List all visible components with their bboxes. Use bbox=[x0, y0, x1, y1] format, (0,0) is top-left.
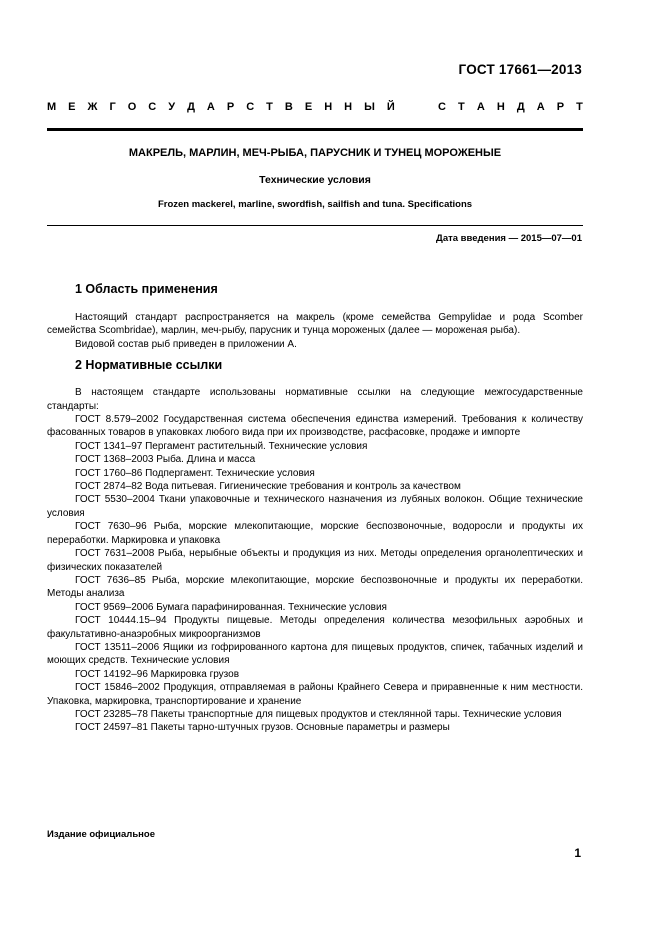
standard-word bbox=[438, 101, 583, 113]
banner-letter: Р bbox=[226, 101, 235, 113]
reference-item: ГОСТ 2874–82 Вода питьевая. Гигиенические требования и контроль за качеством bbox=[75, 481, 461, 493]
reference-item: ГОСТ 24597–81 Пакеты тарно-штучных грузов. Основные параметры и размеры bbox=[75, 722, 450, 734]
header-rule bbox=[47, 128, 583, 131]
reference-item: ГОСТ 7631–2008 Рыба, нерыбные объекты и продукция из них. Методы определения органолептических и физических показателей bbox=[47, 548, 583, 573]
reference-item: ГОСТ 1760–86 Подпергамент. Технические условия bbox=[75, 467, 315, 479]
page-number: 1 bbox=[574, 846, 581, 860]
edition-note: Издание официальное bbox=[47, 829, 155, 840]
reference-item: ГОСТ 23285–78 Пакеты транспортные для пищевых продуктов и стеклянной тары. Технические условия bbox=[75, 708, 562, 720]
banner-letter: С bbox=[246, 101, 255, 113]
document-title: МАКРЕЛЬ, МАРЛИН, МЕЧ-РЫБА, ПАРУСНИК И ТУНЕЦ МОРОЖЕНЫЕ bbox=[128, 147, 502, 159]
banner-letter: М bbox=[47, 101, 57, 113]
introduction-date: Дата введения — 2015—07—01 bbox=[436, 233, 582, 244]
document-title-english: Frozen mackerel, marline, swordfish, sailfish and tuna. Specifications bbox=[157, 199, 473, 210]
reference-item: ГОСТ 10444.15–94 Продукты пищевые. Методы определения количества мезофильных аэробных и факультативно-анаэробных микроорганизмов bbox=[47, 615, 583, 640]
banner-letter: О bbox=[127, 101, 137, 113]
paragraph: Настоящий стандарт распространяется на макрель (кроме семейства Gempylidae и рода Scomber семейства Scombridae), марлин, меч-рыбу, парусник и тунца мороженых (далее — мороженая рыба). bbox=[47, 312, 583, 337]
banner-letter: А bbox=[536, 101, 545, 113]
section-2-heading: 2 Нормативные ссылки bbox=[75, 358, 223, 373]
reference-item: ГОСТ 13511–2006 Ящики из гофрированного картона для пищевых продуктов, спичек, табачных изделий и моющих средств. Технические условия bbox=[47, 641, 583, 667]
banner-letter: Н bbox=[496, 101, 505, 113]
document-subtitle: Технические условия bbox=[259, 174, 371, 186]
reference-item: ГОСТ 1368–2003 Рыба. Длина и масса bbox=[75, 454, 256, 466]
banner-letter: С bbox=[148, 101, 157, 113]
document-body bbox=[47, 281, 583, 735]
gost-number: ГОСТ 17661—2013 bbox=[458, 62, 582, 77]
banner-letter: Д bbox=[516, 101, 525, 113]
reference-item: ГОСТ 14192–96 Маркировка грузов bbox=[75, 668, 240, 680]
interstate-word bbox=[47, 101, 395, 113]
banner-letter: А bbox=[206, 101, 215, 113]
title-rule bbox=[47, 225, 583, 226]
reference-item: ГОСТ 8.579–2002 Государственная система обеспечения единства измерений. Требования к количеству фасованных товаров в упаковках любого вида при их производстве, расфасовке, продаже и импорте bbox=[47, 414, 583, 439]
reference-item: ГОСТ 9569–2006 Бумага парафинированная. Технические условия bbox=[75, 601, 387, 613]
banner-letter: Н bbox=[344, 101, 353, 113]
banner-letter: Т bbox=[266, 101, 273, 113]
banner-letter: Й bbox=[386, 101, 395, 113]
banner-letter: Е bbox=[304, 101, 313, 113]
standard-type-banner bbox=[47, 101, 583, 113]
banner-letter: Ж bbox=[87, 101, 98, 113]
banner-letter: Г bbox=[109, 101, 116, 113]
reference-item: ГОСТ 7636–85 Рыба, морские млекопитающие, морские беспозвоночные и продукты их переработки. Методы анализа bbox=[47, 574, 583, 600]
banner-letter: Р bbox=[556, 101, 565, 113]
reference-item: ГОСТ 15846–2002 Продукция, отправляемая в районы Крайнего Севера и приравненные к ним местности. Упаковка, маркировка, транспортирование и хранение bbox=[47, 682, 583, 707]
reference-item: ГОСТ 7630–96 Рыба, морские млекопитающие, морские беспозвоночные, водоросли и продукты их переработки. Маркировка и упаковка bbox=[47, 521, 583, 546]
banner-letter: У bbox=[168, 101, 176, 113]
banner-letter: Д bbox=[187, 101, 195, 113]
section-1-heading: 1 Область применения bbox=[75, 282, 218, 296]
banner-letter: С bbox=[438, 101, 446, 113]
banner-letter: Е bbox=[68, 101, 76, 113]
banner-letter: Ы bbox=[364, 101, 375, 113]
banner-letter: Н bbox=[324, 101, 333, 113]
banner-letter: В bbox=[284, 101, 293, 113]
banner-letter: А bbox=[476, 101, 485, 113]
paragraph: В настоящем стандарте использованы нормативные ссылки на следующие межгосударственные стандарты: bbox=[47, 387, 583, 412]
banner-letter: Т bbox=[576, 101, 583, 113]
section-1-body bbox=[47, 311, 583, 351]
section-2-body bbox=[47, 386, 583, 735]
reference-item: ГОСТ 1341–97 Пергамент растительный. Технические условия bbox=[75, 440, 368, 452]
reference-item: ГОСТ 5530–2004 Ткани упаковочные и технического назначения из лубяных волокон. Общие технические условия bbox=[47, 494, 583, 519]
paragraph: Видовой состав рыб приведен в приложении А. bbox=[75, 338, 297, 350]
banner-letter: Т bbox=[458, 101, 465, 113]
